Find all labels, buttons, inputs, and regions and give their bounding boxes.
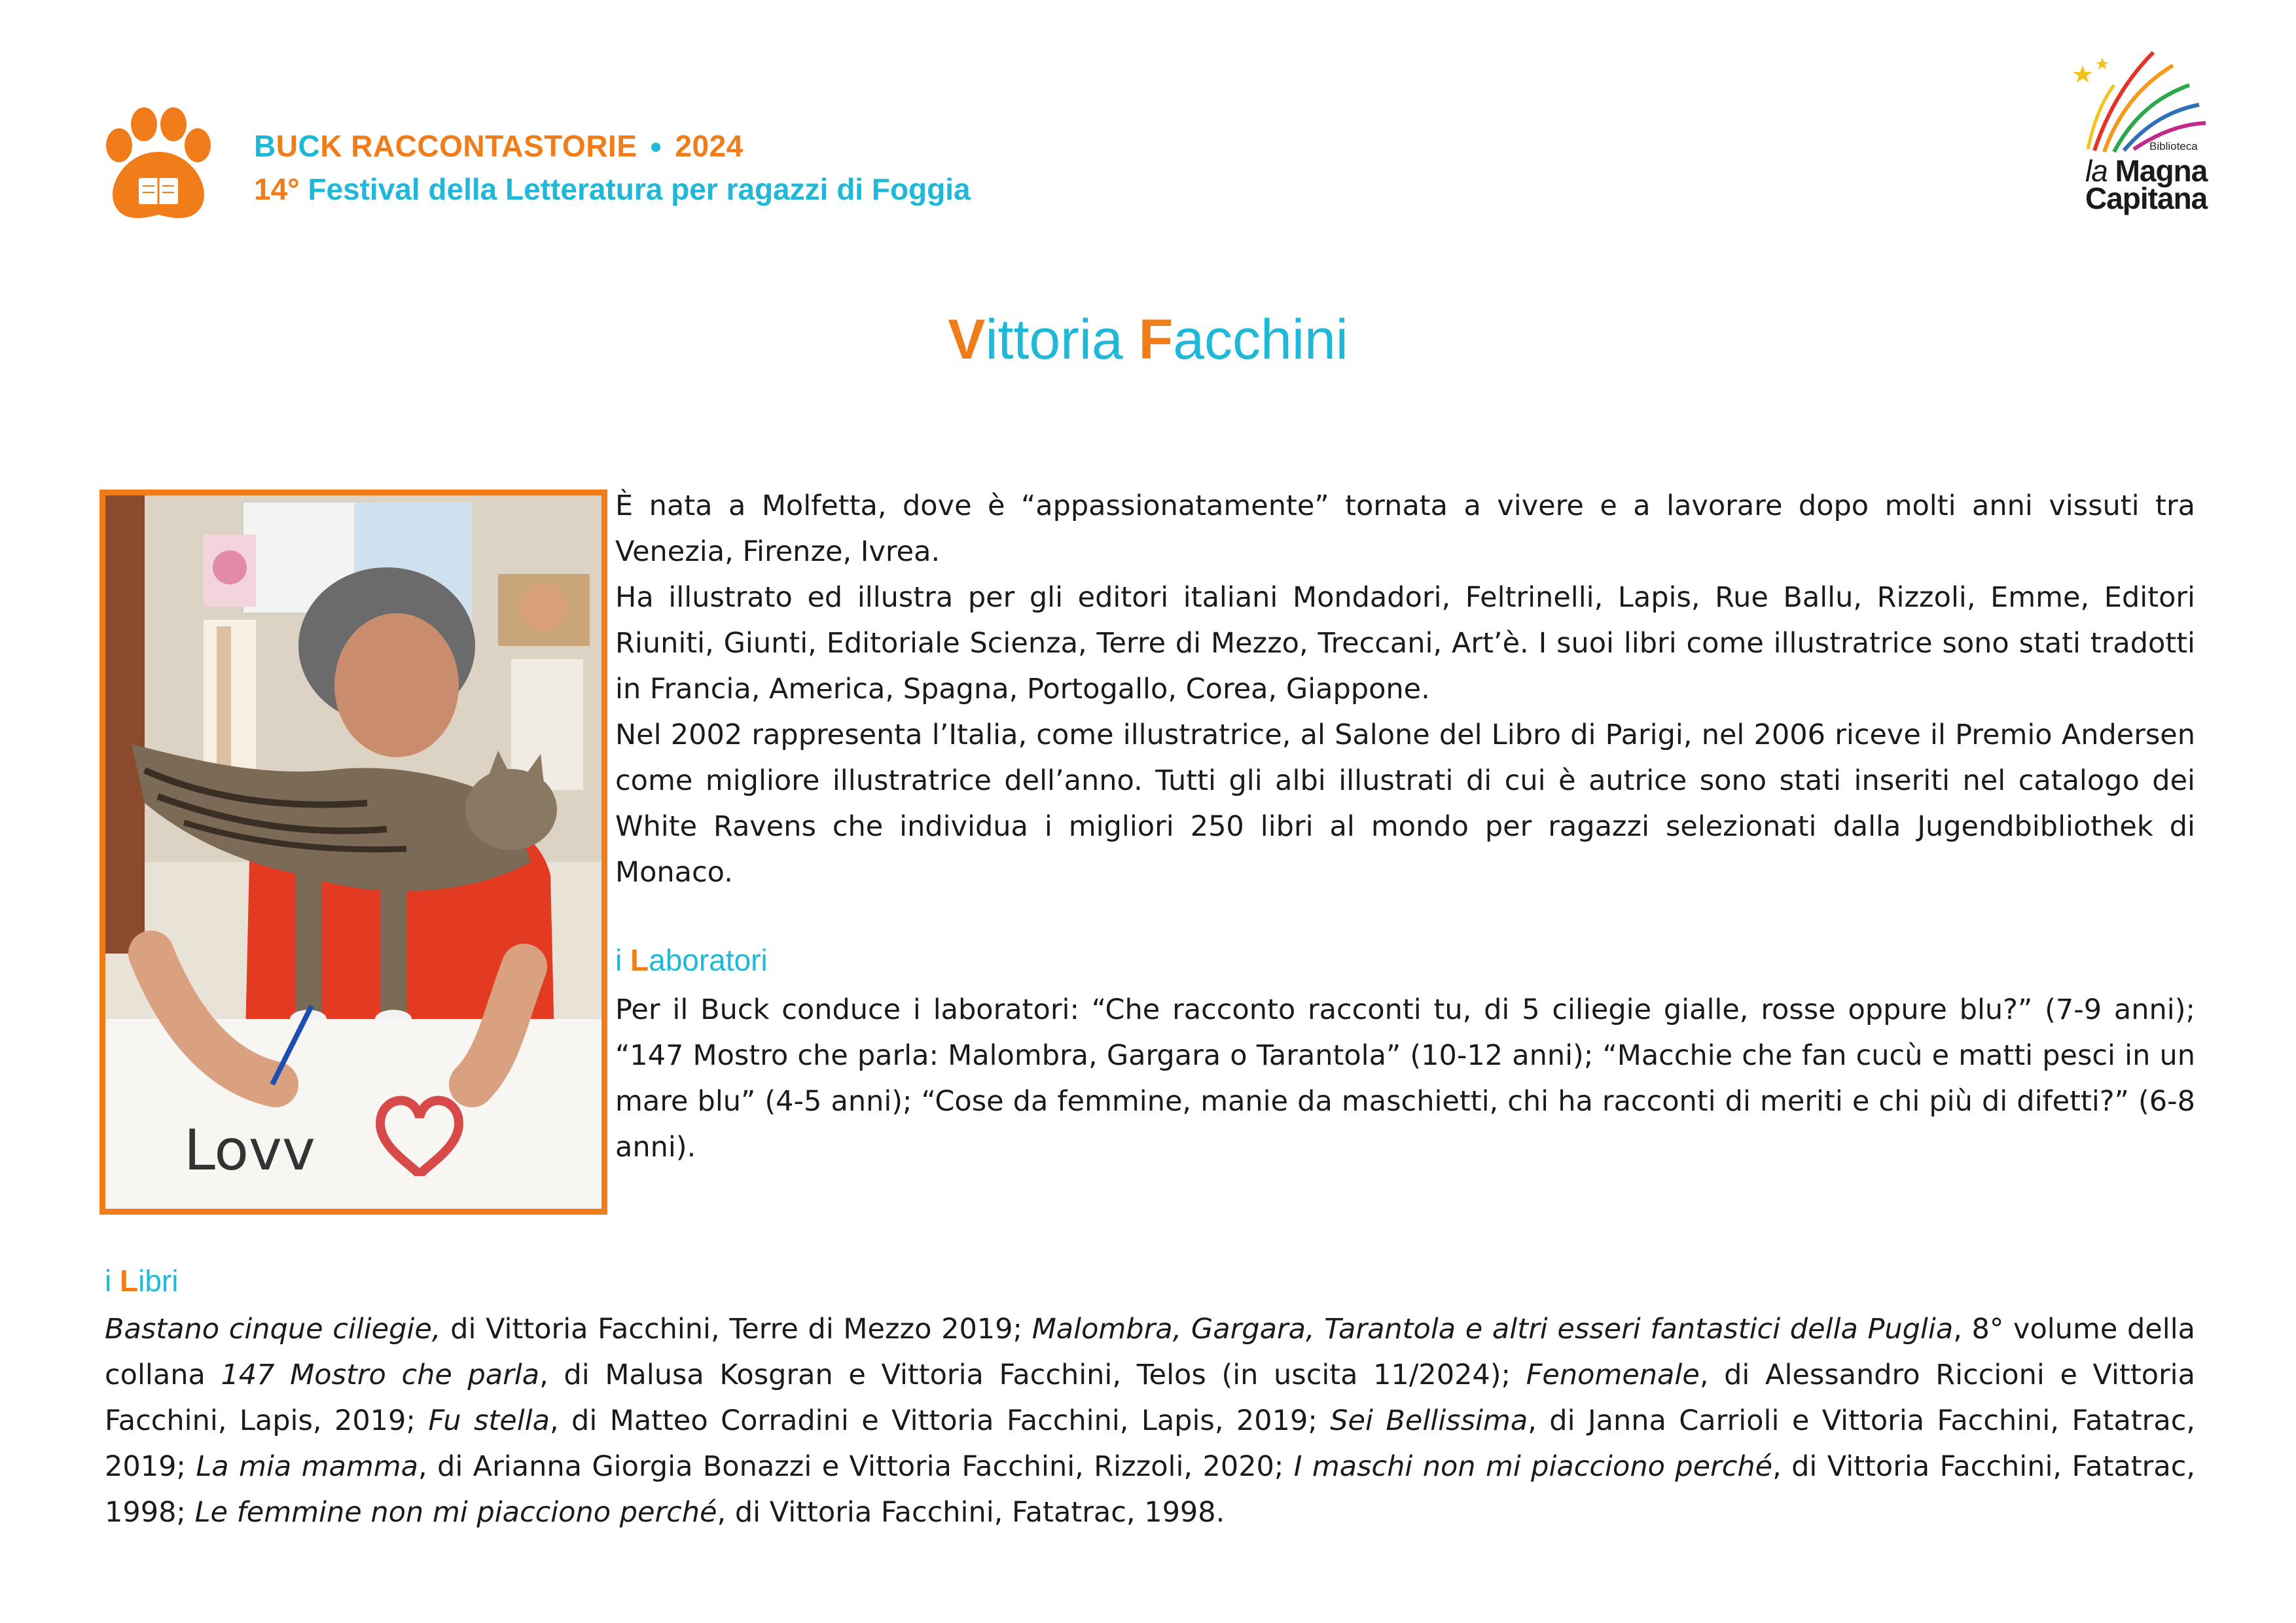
logo-line-1-italic: la: [2085, 154, 2108, 188]
books-heading-pre: i: [105, 1264, 120, 1298]
bio-paragraph-1: È nata a Molfetta, dove è “appassionatamente” tornata a vivere e a lavorare dopo molti anni vissuti tra Venezia, Firenze, Ivrea.: [615, 490, 2195, 568]
book-details: , di Vittoria Facchini, Fatatrac, 1998;: [105, 1450, 2196, 1529]
logo-line-1-text: Magna: [2107, 154, 2208, 188]
author-photo-with-cat: [99, 490, 607, 1215]
book-details: , di Malusa Kosgran e Vittoria Facchini, Telos (in uscita 11/2024);: [539, 1359, 1526, 1391]
festival-letter-b: B: [254, 129, 276, 163]
books-heading-initial: L: [120, 1264, 139, 1298]
books-paragraph: [105, 1306, 2195, 1535]
book-title: Sei Bellissima: [1330, 1404, 1528, 1437]
title-initial-f: F: [1138, 308, 1174, 371]
labs-heading-pre: i: [615, 943, 630, 977]
bio-section: [615, 483, 2195, 895]
title-last-name: acchini: [1173, 308, 1348, 371]
book-title: Malombra, Gargara, Tarantola e altri esseri fantastici della Puglia: [1031, 1313, 1954, 1346]
festival-subtitle: [254, 171, 971, 207]
page-title: [0, 308, 2296, 372]
labs-heading-initial: L: [630, 943, 649, 977]
book-title: Fenomenale: [1526, 1359, 1700, 1391]
book-details: di Vittoria Facchini, Terre di Mezzo 2019;: [440, 1313, 1032, 1346]
book-title: La mia mamma: [196, 1450, 418, 1483]
book-details: , di Alessandro Riccioni e Vittoria Facchini, Lapis, 2019;: [105, 1359, 2195, 1437]
book-details: , 8° volume della collana: [105, 1313, 2196, 1391]
book-series: 147 Mostro che parla: [221, 1359, 540, 1391]
book-details: , di Janna Carrioli e Vittoria Facchini, Fatatrac, 2019;: [105, 1404, 2196, 1483]
festival-subtitle-text: Festival della Letteratura per ragazzi di Foggia: [308, 172, 971, 206]
books-section: [105, 1306, 2195, 1535]
book-title: Le femmine non mi piacciono perché: [194, 1496, 717, 1529]
labs-heading-rest: aboratori: [649, 943, 768, 977]
festival-letter-c: C: [298, 129, 321, 163]
book-title: Bastano cinque ciliegie,: [105, 1313, 441, 1346]
book-title: I maschi non mi piacciono perché: [1293, 1450, 1773, 1483]
logo-caption: Biblioteca: [2149, 140, 2198, 152]
labs-heading: [615, 942, 768, 978]
bio-paragraph-3: Nel 2002 rappresenta l’Italia, come illustratrice, al Salone del Libro di Parigi, nel 2006 riceve il Premio Andersen come migliore illustratrice dell’anno. Tutti gli albi illustrati di cui è autrice sono stati inseriti nel catalogo dei White Ravens che individua i migliori 250 libri al mondo per ragazzi selezionati dalla Jugendbibliothek di Monaco.: [615, 719, 2195, 889]
book-title: Fu stella: [428, 1404, 550, 1437]
paw-book-icon: [98, 105, 216, 223]
labs-section: [615, 987, 2195, 1170]
author-photo-illustration: [105, 495, 601, 1209]
festival-letter-u: U: [276, 129, 298, 163]
photo-love-scribble: Lovv: [184, 1118, 315, 1183]
festival-year: 2024: [675, 129, 744, 163]
logo-line-2: Capitana: [2085, 181, 2208, 215]
book-details: , di Arianna Giorgia Bonazzi e Vittoria Facchini, Rizzoli, 2020;: [418, 1450, 1294, 1483]
book-details: , di Matteo Corradini e Vittoria Facchini, Lapis, 2019;: [549, 1404, 1331, 1437]
books-heading: [105, 1263, 178, 1298]
title-first-name: ittoria: [985, 308, 1139, 371]
labs-paragraph: Per il Buck conduce i laboratori: “Che racconto racconti tu, di 5 ciliegie gialle, rosse oppure blu?” (7-9 anni); “147 Mostro che parla: Malombra, Gargara o Tarantola” (10-12 anni); “Macchie che fan cucù e matti pesci in un mare blu” (4-5 anni); “Cose da femmine, manie da maschietti, chi ha racconti di meriti e chi più di difetti?” (6-8 anni).: [615, 993, 2195, 1164]
festival-name: [254, 128, 744, 164]
separator-dot: [651, 143, 660, 152]
bio-paragraph-2: Ha illustrato ed illustra per gli editori italiani Mondadori, Feltrinelli, Lapis, Rue Ballu, Rizzoli, Emme, Editori Riuniti, Giunti, Editoriale Scienza, Terre di Mezzo, Treccani, Art’è. I suoi libri come illustratrice sono stati tradotti in Francia, America, Spagna, Portogallo, Corea, Giappone.: [615, 581, 2195, 705]
festival-edition: 14°: [254, 172, 308, 206]
title-initial-v: V: [948, 308, 986, 371]
festival-name-rest: K RACCONTASTORIE: [320, 129, 637, 163]
book-details: , di Vittoria Facchini, Fatatrac, 1998.: [717, 1496, 1225, 1529]
books-heading-rest: ibri: [138, 1264, 179, 1298]
